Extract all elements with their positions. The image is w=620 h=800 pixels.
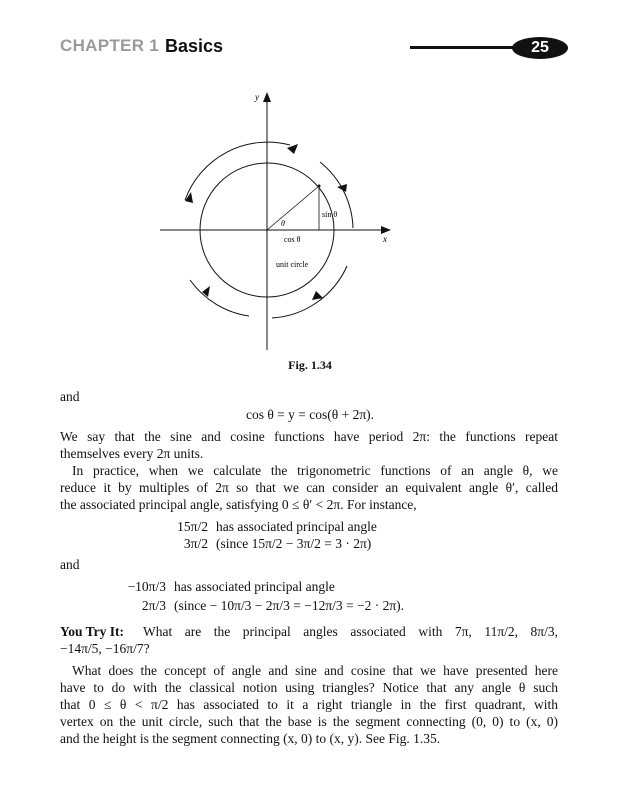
example-angle: 15π/2 [177, 519, 208, 534]
arc-arrow [337, 184, 347, 192]
y-axis-label: y [255, 92, 259, 102]
exercise-line: What are the principal angles associated with 7π, 11π/2, 8π/3, [143, 624, 558, 639]
unit-circle-figure [150, 88, 410, 353]
figure-caption: Fig. 1.34 [288, 358, 332, 372]
arc-arrow [287, 144, 298, 154]
paragraph-line: reduce it by multiples of 2π so that we can consider an equivalent angle θ′, called [60, 480, 558, 495]
y-axis-arrow [263, 92, 271, 102]
and-text: and [60, 557, 80, 572]
paragraph-line: that 0 ≤ θ < π/2 has associated to it a right triangle in the first quadrant, with [60, 697, 558, 712]
page-header [60, 36, 570, 60]
example-note: has associated principal angle [174, 579, 335, 594]
paragraph-line: vertex on the unit circle, such that the base is the segment connecting (0, 0) to (x, 0) [60, 714, 558, 729]
paragraph-line: What does the concept of angle and sine and cosine that we have presented here [72, 663, 558, 678]
example-angle: 2π/3 [141, 598, 166, 613]
paragraph-line: have to do with the classical notion using triangles? Notice that any angle θ such [60, 680, 558, 695]
unit-circle-label: unit circle [276, 260, 309, 269]
and-text: and [60, 389, 80, 404]
paragraph-line: and the height is the segment connecting (x, 0) to (x, y). See Fig. 1.35. [60, 731, 441, 746]
radius-line [267, 186, 319, 230]
chapter-label: CHAPTER 1 [60, 36, 160, 55]
example-angle: −10π/3 [127, 579, 166, 594]
exercise-line: −14π/5, −16π/7? [60, 641, 150, 656]
paragraph-line: the associated principal angle, satisfying 0 ≤ θ′ < 2π. For instance, [60, 497, 417, 512]
paragraph-line: We say that the sine and cosine functions have period 2π: the functions repeat [60, 429, 558, 444]
page-number: 25 [512, 37, 568, 59]
rotation-arc-top [185, 142, 290, 200]
rotation-arc-left [190, 280, 249, 316]
you-try-it-label: You Try It: [60, 624, 125, 639]
example-note: has associated principal angle [216, 519, 377, 534]
x-axis-arrow [381, 226, 391, 234]
sin-label: sin θ [322, 210, 338, 219]
example-angle: 3π/2 [183, 536, 208, 551]
cos-label: cos θ [284, 235, 301, 244]
equation-period: cos θ = y = cos(θ + 2π). [245, 407, 375, 422]
rotation-arc-bottom [272, 266, 347, 318]
circle-point [318, 185, 321, 188]
example-note: (since − 10π/3 − 2π/3 = −12π/3 = −2 · 2π). [174, 598, 405, 613]
chapter-title: Basics [165, 36, 224, 56]
theta-label: θ [281, 219, 285, 228]
paragraph-line: In practice, when we calculate the trigonometric functions of an angle θ, we [72, 463, 558, 478]
example-note: (since 15π/2 − 3π/2 = 3 · 2π) [216, 536, 372, 551]
x-axis-label: x [383, 234, 387, 244]
paragraph-line: themselves every 2π units. [60, 446, 204, 461]
